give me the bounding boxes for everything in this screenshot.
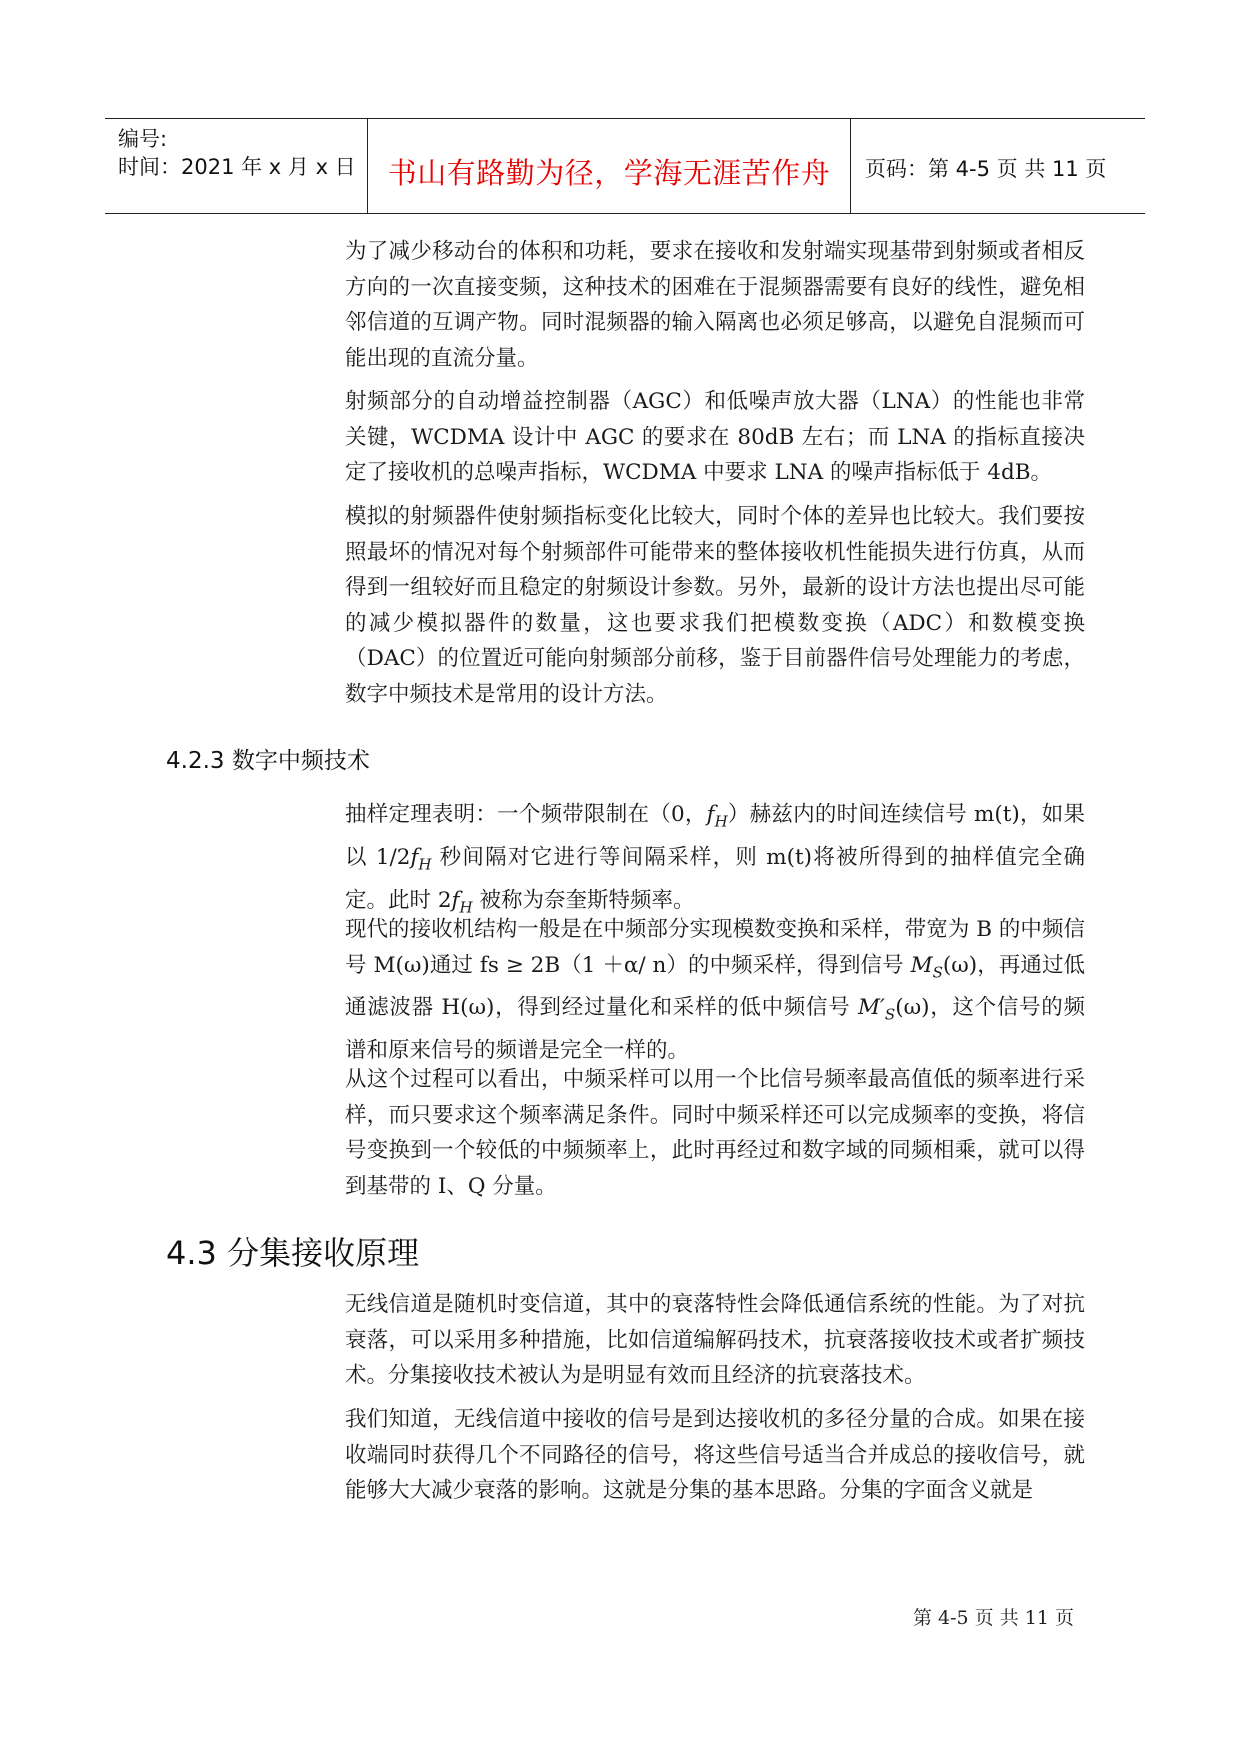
document-id-label: 编号: xyxy=(118,127,168,151)
section-heading-4-2-3: 4.2.3 数字中频技术 xyxy=(166,748,370,774)
section-heading-4-3: 4.3 分集接收原理 xyxy=(166,1234,420,1272)
paragraph-sampling-theorem: 抽样定理表明：一个频带限制在（0，$f_H$）赫兹内的时间连续信号 m(t)，如果以 $1/2f_H$ 秒间隔对它进行等间隔采样，则 m(t)将被所得到的抽样值完全确定。此时 $2f_H$ 被称为奈奎斯特频率。 xyxy=(345,802,1086,916)
paragraph-wireless-fading: 无线信道是随机时变信道，其中的衰落特性会降低通信系统的性能。为了对抗衰落，可以采用多种措施，比如信道编解码技术，抗衰落接收技术或者扩频技术。分集接收技术被认为是明显有效而且经济的抗衰落技术。 xyxy=(345,1292,1085,1388)
header-right-cell xyxy=(851,119,1145,213)
paragraph-rf-design: 模拟的射频器件使射频指标变化比较大，同时个体的差异也比较大。我们要按照最坏的情况对每个射频部件可能带来的整体接收机性能损失进行仿真，从而得到一组较好而且稳定的射频设计参数。另外，最新的设计方法也提出尽可能的减少模拟器件的数量，这也要求我们把模数变换（ADC）和数模变换（DAC）的位置近可能向射频部分前移，鉴于目前器件信号处理能力的考虑，数字中频技术是常用的设计方法。 xyxy=(345,504,1085,707)
paragraph-direct-conversion: 为了减少移动台的体积和功耗，要求在接收和发射端实现基带到射频或者相反方向的一次直接变频，这种技术的困难在于混频器需要有良好的线性，避免相邻信道的互调产物。同时混频器的输入隔离也必须足够高，以避免自混频而可能出现的直流分量。 xyxy=(345,239,1085,371)
paragraph-agc-lna: 射频部分的自动增益控制器（AGC）和低噪声放大器（LNA）的性能也非常关键，WCDMA 设计中 AGC 的要求在 80dB 左右；而 LNA 的指标直接决定了接收机的总噪声指标，WCDMA 中要求 LNA 的噪声指标低于 4dB。 xyxy=(345,389,1085,485)
header-motto: 书山有路勤为径，学海无涯苦作舟 xyxy=(387,156,831,190)
header-page-number: 页码：第 4-5 页 共 11 页 xyxy=(865,157,1107,181)
paragraph-if-sampling: 现代的接收机结构一般是在中频部分实现模数变换和采样，带宽为 B 的中频信号 M(ω)通过 fs ≥ 2B（1 ＋α/ n）的中频采样，得到信号 $M_S(\omega)$，再通过低通滤波器 H(ω)，得到经过量化和采样的低中频信号 $M'_S(\omega)$，这个信号的频谱和原来信号的频谱是完全一样的。 xyxy=(345,917,1086,1064)
document-time-label: 时间：2021 年 x 月 x 日 xyxy=(118,155,356,179)
page-header xyxy=(105,118,1145,214)
paragraph-diversity: 我们知道，无线信道中接收的信号是到达接收机的多径分量的合成。如果在接收端同时获得几个不同路径的信号，将这些信号适当合并成总的接收信号，就能够大大减少衰落的影响。这就是分集的基本思路。分集的字面含义就是 xyxy=(345,1407,1085,1503)
paragraph-if-process: 从这个过程可以看出，中频采样可以用一个比信号频率最高值低的频率进行采样，而只要求这个频率满足条件。同时中频采样还可以完成频率的变换，将信号变换到一个较低的中频频率上，此时再经过和数字域的同频相乘，就可以得到基带的 I、Q 分量。 xyxy=(345,1067,1085,1199)
header-middle-cell xyxy=(368,119,851,213)
header-left-cell xyxy=(105,119,368,213)
page-footer-number: 第 4-5 页 共 11 页 xyxy=(913,1607,1074,1629)
